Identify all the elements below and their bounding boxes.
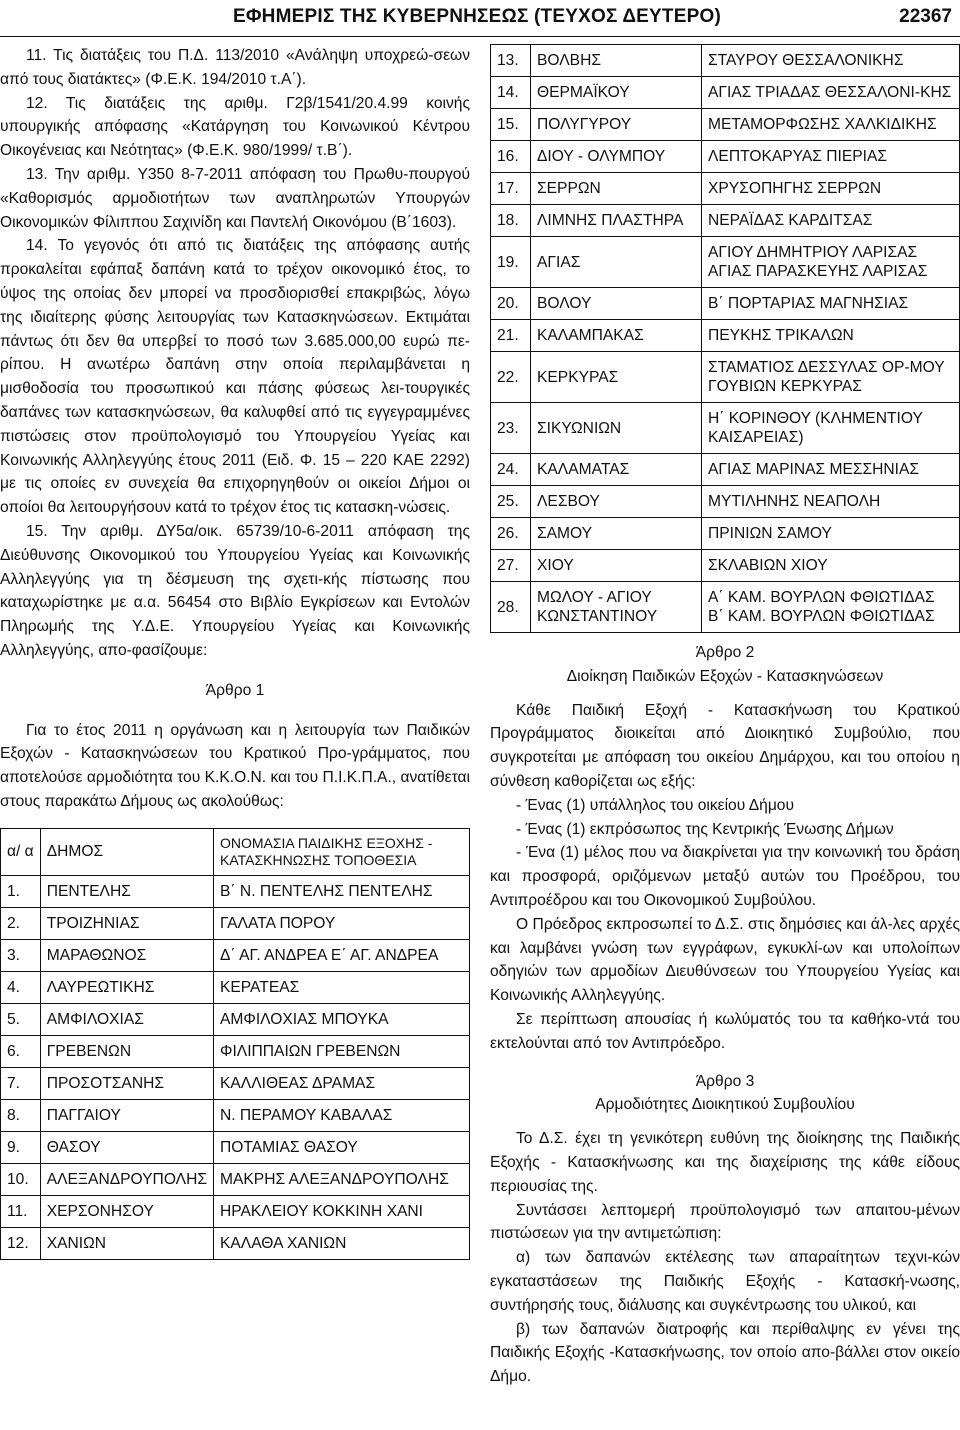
table-row [491,173,960,205]
row-dimos: ΜΑΡΑΘΩΝΟΣ [40,939,213,971]
row-number: 5. [1,1003,41,1035]
row-number: 12. [1,1227,41,1259]
row-number: 17. [491,173,531,205]
row-number: 13. [491,45,531,77]
table-row [1,1195,470,1227]
row-dimos: ΔΙΟΥ - ΟΛΥΜΠΟΥ [531,141,702,173]
row-dimos: ΜΩΛΟΥ - ΑΓΙΟΥ ΚΩΝΣΤΑΝΤΙΝΟΥ [531,582,702,633]
header-topothesia: ΟΝΟΜΑΣΙΑ ΠΑΙΔΙΚΗΣ ΕΞΟΧΗΣ - ΚΑΤΑΣΚΗΝΩΣΗΣ ΤΟΠΟΘΕΣΙΑ [214,828,470,875]
camps-table-right [490,44,960,633]
row-dimos: ΣΑΜΟΥ [531,518,702,550]
table-row [491,109,960,141]
paragraph-13: 13. Την αριθμ. Υ350 8-7-2011 απόφαση του Πρωθυ-πουργού «Καθορισμός αρμοδιοτήτων των αναπληρωτών Υπουργών Οικονομικών Φίλιππου Σαχινίδη και Παντελή Οικονόμου (Β΄1603). [0,165,470,231]
row-number: 6. [1,1035,41,1067]
row-topothesia: ΑΓΙΑΣ ΜΑΡΙΝΑΣ ΜΕΣΣΗΝΙΑΣ [702,454,960,486]
row-topothesia: ΚΑΛΛΙΘΕΑΣ ΔΡΑΜΑΣ [214,1067,470,1099]
row-number: 28. [491,582,531,633]
table-row [491,237,960,288]
row-dimos: ΛΕΣΒΟΥ [531,486,702,518]
article-2-item-1: - Ένας (1) υπάλληλος του οικείου Δήμου [516,796,794,814]
row-dimos: ΠΑΓΓΑΙΟΥ [40,1099,213,1131]
row-topothesia: ΠΟΤΑΜΙΑΣ ΘΑΣΟΥ [214,1131,470,1163]
row-topothesia: ΣΤΑΥΡΟΥ ΘΕΣΣΑΛΟΝΙΚΗΣ [702,45,960,77]
row-number: 3. [1,939,41,971]
table-row [1,939,470,971]
article-1-text: Για το έτος 2011 η οργάνωση και η λειτουργία των Παιδικών Εξοχών - Κατασκηνώσεων του Κρατικού Προ-γράμματος, που αποτελούσε αρμοδιότητα του Κ.Κ.Ο.Ν. και του Π.Ι.Κ.Π.Α., ανατίθεται στους παρακάτω Δήμους ως ακολούθως: [0,721,470,810]
article-3-subheading: Αρμοδιότητες Διοικητικού Συμβουλίου [595,1096,855,1114]
row-dimos: ΓΡΕΒΕΝΩΝ [40,1035,213,1067]
row-dimos: ΘΕΡΜΑΪΚΟΥ [531,77,702,109]
paragraph-15: 15. Την αριθμ. ΔΥ5α/οικ. 65739/10-6-2011 απόφαση της Διεύθυνσης Οικονομικού του Υπουργείου Υγείας και Κοινωνικής Αλληλεγγύης για τη δέσμευση της σχετι-κής πίστωσης που καταχωρίστηκε με α.α. 56454 στο Βιβλίο Εγκρίσεων και Εντολών Πληρωμής της Υ.Δ.Ε. Υπουργείου Υγείας και Κοινωνικής Αλληλεγγύης, απο-φασίζουμε: [0,522,470,659]
row-topothesia: ΣΚΛΑΒΙΩΝ ΧΙΟΥ [702,550,960,582]
row-number: 10. [1,1163,41,1195]
row-topothesia: ΝΕΡΑΪΔΑΣ ΚΑΡΔΙΤΣΑΣ [702,205,960,237]
row-topothesia: ΑΓΙΟΥ ΔΗΜΗΤΡΙΟΥ ΛΑΡΙΣΑΣ ΑΓΙΑΣ ΠΑΡΑΣΚΕΥΗΣ ΛΑΡΙΣΑΣ [702,237,960,288]
row-number: 21. [491,320,531,352]
article-2-heading: Άρθρο 2 [695,644,755,661]
row-number: 4. [1,971,41,1003]
article-2-paragraph-3: Σε περίπτωση απουσίας ή κωλύματός του τα καθήκο-ντά του εκτελούνται από τον Αντιπρόεδρο. [490,1010,960,1052]
row-topothesia: Α΄ ΚΑΜ. ΒΟΥΡΛΩΝ ΦΘΙΩΤΙΔΑΣ Β΄ ΚΑΜ. ΒΟΥΡΛΩΝ ΦΘΙΩΤΙΔΑΣ [702,582,960,633]
table-row [1,971,470,1003]
row-number: 26. [491,518,531,550]
row-topothesia: ΚΑΛΑΘΑ ΧΑΝΙΩΝ [214,1227,470,1259]
table-row [491,320,960,352]
row-dimos: ΒΟΛΒΗΣ [531,45,702,77]
row-topothesia: Β΄ Ν. ΠΕΝΤΕΛΗΣ ΠΕΝΤΕΛΗΣ [214,875,470,907]
paragraph-14: 14. Το γεγονός ότι από τις διατάξεις της απόφασης αυτής προκαλείται εφάπαξ δαπάνη κατά το τρέχον οικονομικό έτος, το ύψος της οποίας δεν μπορεί να προσδιορισθεί επακριβώς, λόγω της ιδιαίτερης φύσης λειτουργίας των Κατασκηνώσεων. Εκτιμάται πάντως ότι δεν θα υπερβεί το ποσό των 3.685.000,00 ευρώ πε-ρίπου. Η ανωτέρω δαπάνη στην οποία περιλαμβάνεται η μισθοδοσία του προσωπικού και πάσης φύσεως λει-τουργικές δαπάνες των κατασκηνώσεων, θα καλυφθεί από τις εγγεγραμμένες πιστώσεις στον προϋπολογισμό του Υπουργείου Υγείας και Κοινωνικής Αλληλεγγύης έτους 2011 (Ειδ. Φ. 15 – 220 ΚΑΕ 2292) με τις οποίες εν συνεχεία θα επιχορηγηθούν οι οικείοι Δήμοι οι οποίοι θα λειτουργήσουν κατά το τρέχον έτος τις κατασκη-νώσεις. [0,237,470,517]
row-topothesia: ΚΕΡΑΤΕΑΣ [214,971,470,1003]
table-row [491,141,960,173]
table-row [1,1227,470,1259]
row-topothesia: ΦΙΛΙΠΠΑΙΩΝ ΓΡΕΒΕΝΩΝ [214,1035,470,1067]
article-3-paragraph-2: Συντάσσει λεπτομερή προϋπολογισμό των απαιτου-μένων πιστώσεων για την αντιμετώπιση: [490,1201,960,1243]
row-number: 2. [1,907,41,939]
row-number: 9. [1,1131,41,1163]
row-dimos: ΧΑΝΙΩΝ [40,1227,213,1259]
table-row [1,907,470,939]
row-number: 27. [491,550,531,582]
row-topothesia: ΧΡΥΣΟΠΗΓΗΣ ΣΕΡΡΩΝ [702,173,960,205]
row-dimos: ΤΡΟΙΖΗΝΙΑΣ [40,907,213,939]
row-number: 22. [491,352,531,403]
row-dimos: ΑΜΦΙΛΟΧΙΑΣ [40,1003,213,1035]
table-header-row [1,828,470,875]
row-dimos: ΛΑΥΡΕΩΤΙΚΗΣ [40,971,213,1003]
row-topothesia: Ν. ΠΕΡΑΜΟΥ ΚΑΒΑΛΑΣ [214,1099,470,1131]
article-3-item-b: β) των δαπανών διατροφής και περίθαλψης εν γένει της Παιδικής Εξοχής -Κατασκήνωσης, τον οποίο απο-βάλλει στον οικείο Δήμο. [490,1320,960,1386]
article-3-heading: Άρθρο 3 [695,1072,755,1090]
row-topothesia: ΠΕΥΚΗΣ ΤΡΙΚΑΛΩΝ [702,320,960,352]
row-dimos: ΠΕΝΤΕΛΗΣ [40,875,213,907]
table-row [491,486,960,518]
header-dimos: ΔΗΜΟΣ [40,828,213,875]
row-topothesia: ΓΑΛΑΤΑ ΠΟΡΟΥ [214,907,470,939]
row-topothesia: ΜΕΤΑΜΟΡΦΩΣΗΣ ΧΑΛΚΙΔΙΚΗΣ [702,109,960,141]
row-topothesia: ΑΜΦΙΛΟΧΙΑΣ ΜΠΟΥΚΑ [214,1003,470,1035]
table-row [491,550,960,582]
row-number: 14. [491,77,531,109]
row-dimos: ΒΟΛΟΥ [531,288,702,320]
paragraph-12: 12. Τις διατάξεις της αριθμ. Γ2β/1541/20.4.99 κοινής υπουργικής απόφασης «Κατάργηση του Κοινωνικού Κέντρου Οικογένειας και Νεότητας» (Φ.Ε.Κ. 980/1999/ τ.Β΄). [0,94,470,160]
row-number: 11. [1,1195,41,1227]
row-dimos: ΘΑΣΟΥ [40,1131,213,1163]
row-number: 15. [491,109,531,141]
row-topothesia: Β΄ ΠΟΡΤΑΡΙΑΣ ΜΑΓΝΗΣΙΑΣ [702,288,960,320]
article-2-paragraph-1: Κάθε Παιδική Εξοχή - Κατασκήνωση του Κρατικού Προγράμματος διοικείται από Διοικητικό Συμβούλιο, που συγκροτείται με απόφαση του οικείου Δημάρχου, και του οποίου η σύνθεση καθορίζεται ως εξής: [490,701,960,790]
row-number: 7. [1,1067,41,1099]
article-2-item-2: - Ένας (1) εκπρόσωπος της Κεντρικής Ένωσης Δήμων [516,820,894,838]
row-dimos: ΣΕΡΡΩΝ [531,173,702,205]
row-number: 16. [491,141,531,173]
row-number: 23. [491,403,531,454]
row-topothesia: ΠΡΙΝΙΩΝ ΣΑΜΟΥ [702,518,960,550]
row-dimos: ΑΛΕΞΑΝΔΡΟΥΠΟΛΗΣ [40,1163,213,1195]
row-topothesia: ΜΥΤΙΛΗΝΗΣ ΝΕΑΠΟΛΗ [702,486,960,518]
article-2-paragraph-2: Ο Πρόεδρος εκπροσωπεί το Δ.Σ. στις δημόσιες και άλ-λες αρχές και λαμβάνει γνώση των εγγράφων, εγκυκλί-ων και υπολοίπων οδηγιών των αρμοδίων Διευθύνσεων του Υπουργείου Υγείας και Κοινωνικής Αλληλεγγύης. [490,915,960,1005]
row-number: 20. [491,288,531,320]
right-column [490,44,960,1389]
table-row [1,1003,470,1035]
article-1-heading: Άρθρο 1 [205,681,265,699]
row-dimos: ΑΓΙΑΣ [531,237,702,288]
row-topothesia: ΣΤΑΜΑΤΙΟΣ ΔΕΣΣΥΛΑΣ ΟΡ-ΜΟΥ ΓΟΥΒΙΩΝ ΚΕΡΚΥΡΑΣ [702,352,960,403]
table-row [491,518,960,550]
table-row [491,454,960,486]
row-dimos: ΚΕΡΚΥΡΑΣ [531,352,702,403]
table-row [491,77,960,109]
table-row [491,45,960,77]
row-topothesia: ΗΡΑΚΛΕΙΟΥ ΚΟΚΚΙΝΗ ΧΑΝΙ [214,1195,470,1227]
row-topothesia: ΛΕΠΤΟΚΑΡΥΑΣ ΠΙΕΡΙΑΣ [702,141,960,173]
gazette-title: ΕΦΗΜΕΡΙΣ ΤΗΣ ΚΥΒΕΡΝΗΣΕΩΣ (ΤΕΥΧΟΣ ΔΕΥΤΕΡΟ) [233,6,721,27]
article-3-item-a: α) των δαπανών εκτέλεσης των απαραίτητων τεχνι-κών εγκαταστάσεων της Παιδικής Εξοχής - Κατασκή-νωσης, συντήρησής τους, διάλυσης και συγκέντρωσης του υλικού, και [490,1249,960,1314]
table-row [1,875,470,907]
table-row [491,205,960,237]
header-aa: α/ α [1,828,41,875]
page-number: 22367 [899,6,952,27]
row-dimos: ΠΡΟΣΟΤΣΑΝΗΣ [40,1067,213,1099]
row-topothesia: Η΄ ΚΟΡΙΝΘΟΥ (ΚΛΗΜΕΝΤΙΟΥ ΚΑΙΣΑΡΕΙΑΣ) [702,403,960,454]
header-rule [0,36,960,37]
table-row [1,1035,470,1067]
row-topothesia: ΑΓΙΑΣ ΤΡΙΑΔΑΣ ΘΕΣΣΑΛΟΝΙ-ΚΗΣ [702,77,960,109]
table-row [1,1131,470,1163]
row-number: 24. [491,454,531,486]
article-2-item-3: - Ένα (1) μέλος που να διακρίνεται για την κοινωνική του δράση και προσφορά, οριζόμενων μεταξύ αυτών του Προέδρου, του Αντιπροέδρου και του Οικονομικού Συμβούλου. [490,844,960,909]
row-dimos: ΣΙΚΥΩΝΙΩΝ [531,403,702,454]
row-dimos: ΧΙΟΥ [531,550,702,582]
camps-table-left [0,828,470,1260]
table-row [491,403,960,454]
article-2-subheading: Διοίκηση Παιδικών Εξοχών - Κατασκηνώσεων [566,667,884,685]
row-number: 25. [491,486,531,518]
row-dimos: ΧΕΡΣΟΝΗΣΟΥ [40,1195,213,1227]
article-3-paragraph-1: Το Δ.Σ. έχει τη γενικότερη ευθύνη της διοίκησης της Παιδικής Εξοχής - Κατασκήνωσης και της διαχείρισης της κάθε είδους περιουσίας της. [490,1130,960,1195]
page-header [0,0,960,42]
table-row [1,1067,470,1099]
table-row [1,1099,470,1131]
row-dimos: ΚΑΛΑΜΠΑΚΑΣ [531,320,702,352]
row-topothesia: ΜΑΚΡΗΣ ΑΛΕΞΑΝΔΡΟΥΠΟΛΗΣ [214,1163,470,1195]
row-number: 19. [491,237,531,288]
table-row [491,352,960,403]
row-number: 18. [491,205,531,237]
row-dimos: ΛΙΜΝΗΣ ΠΛΑΣΤΗΡΑ [531,205,702,237]
row-dimos: ΚΑΛΑΜΑΤΑΣ [531,454,702,486]
left-column [0,44,470,1260]
table-row [491,582,960,633]
row-number: 1. [1,875,41,907]
paragraph-11: 11. Τις διατάξεις του Π.Δ. 113/2010 «Ανάληψη υποχρεώ-σεων από τους διατάκτες» (Φ.Ε.Κ. 194/2010 τ.Α΄). [0,47,470,88]
row-number: 8. [1,1099,41,1131]
row-dimos: ΠΟΛΥΓΥΡΟΥ [531,109,702,141]
row-topothesia: Δ΄ ΑΓ. ΑΝΔΡΕΑ Ε΄ ΑΓ. ΑΝΔΡΕΑ [214,939,470,971]
table-row [1,1163,470,1195]
table-row [491,288,960,320]
